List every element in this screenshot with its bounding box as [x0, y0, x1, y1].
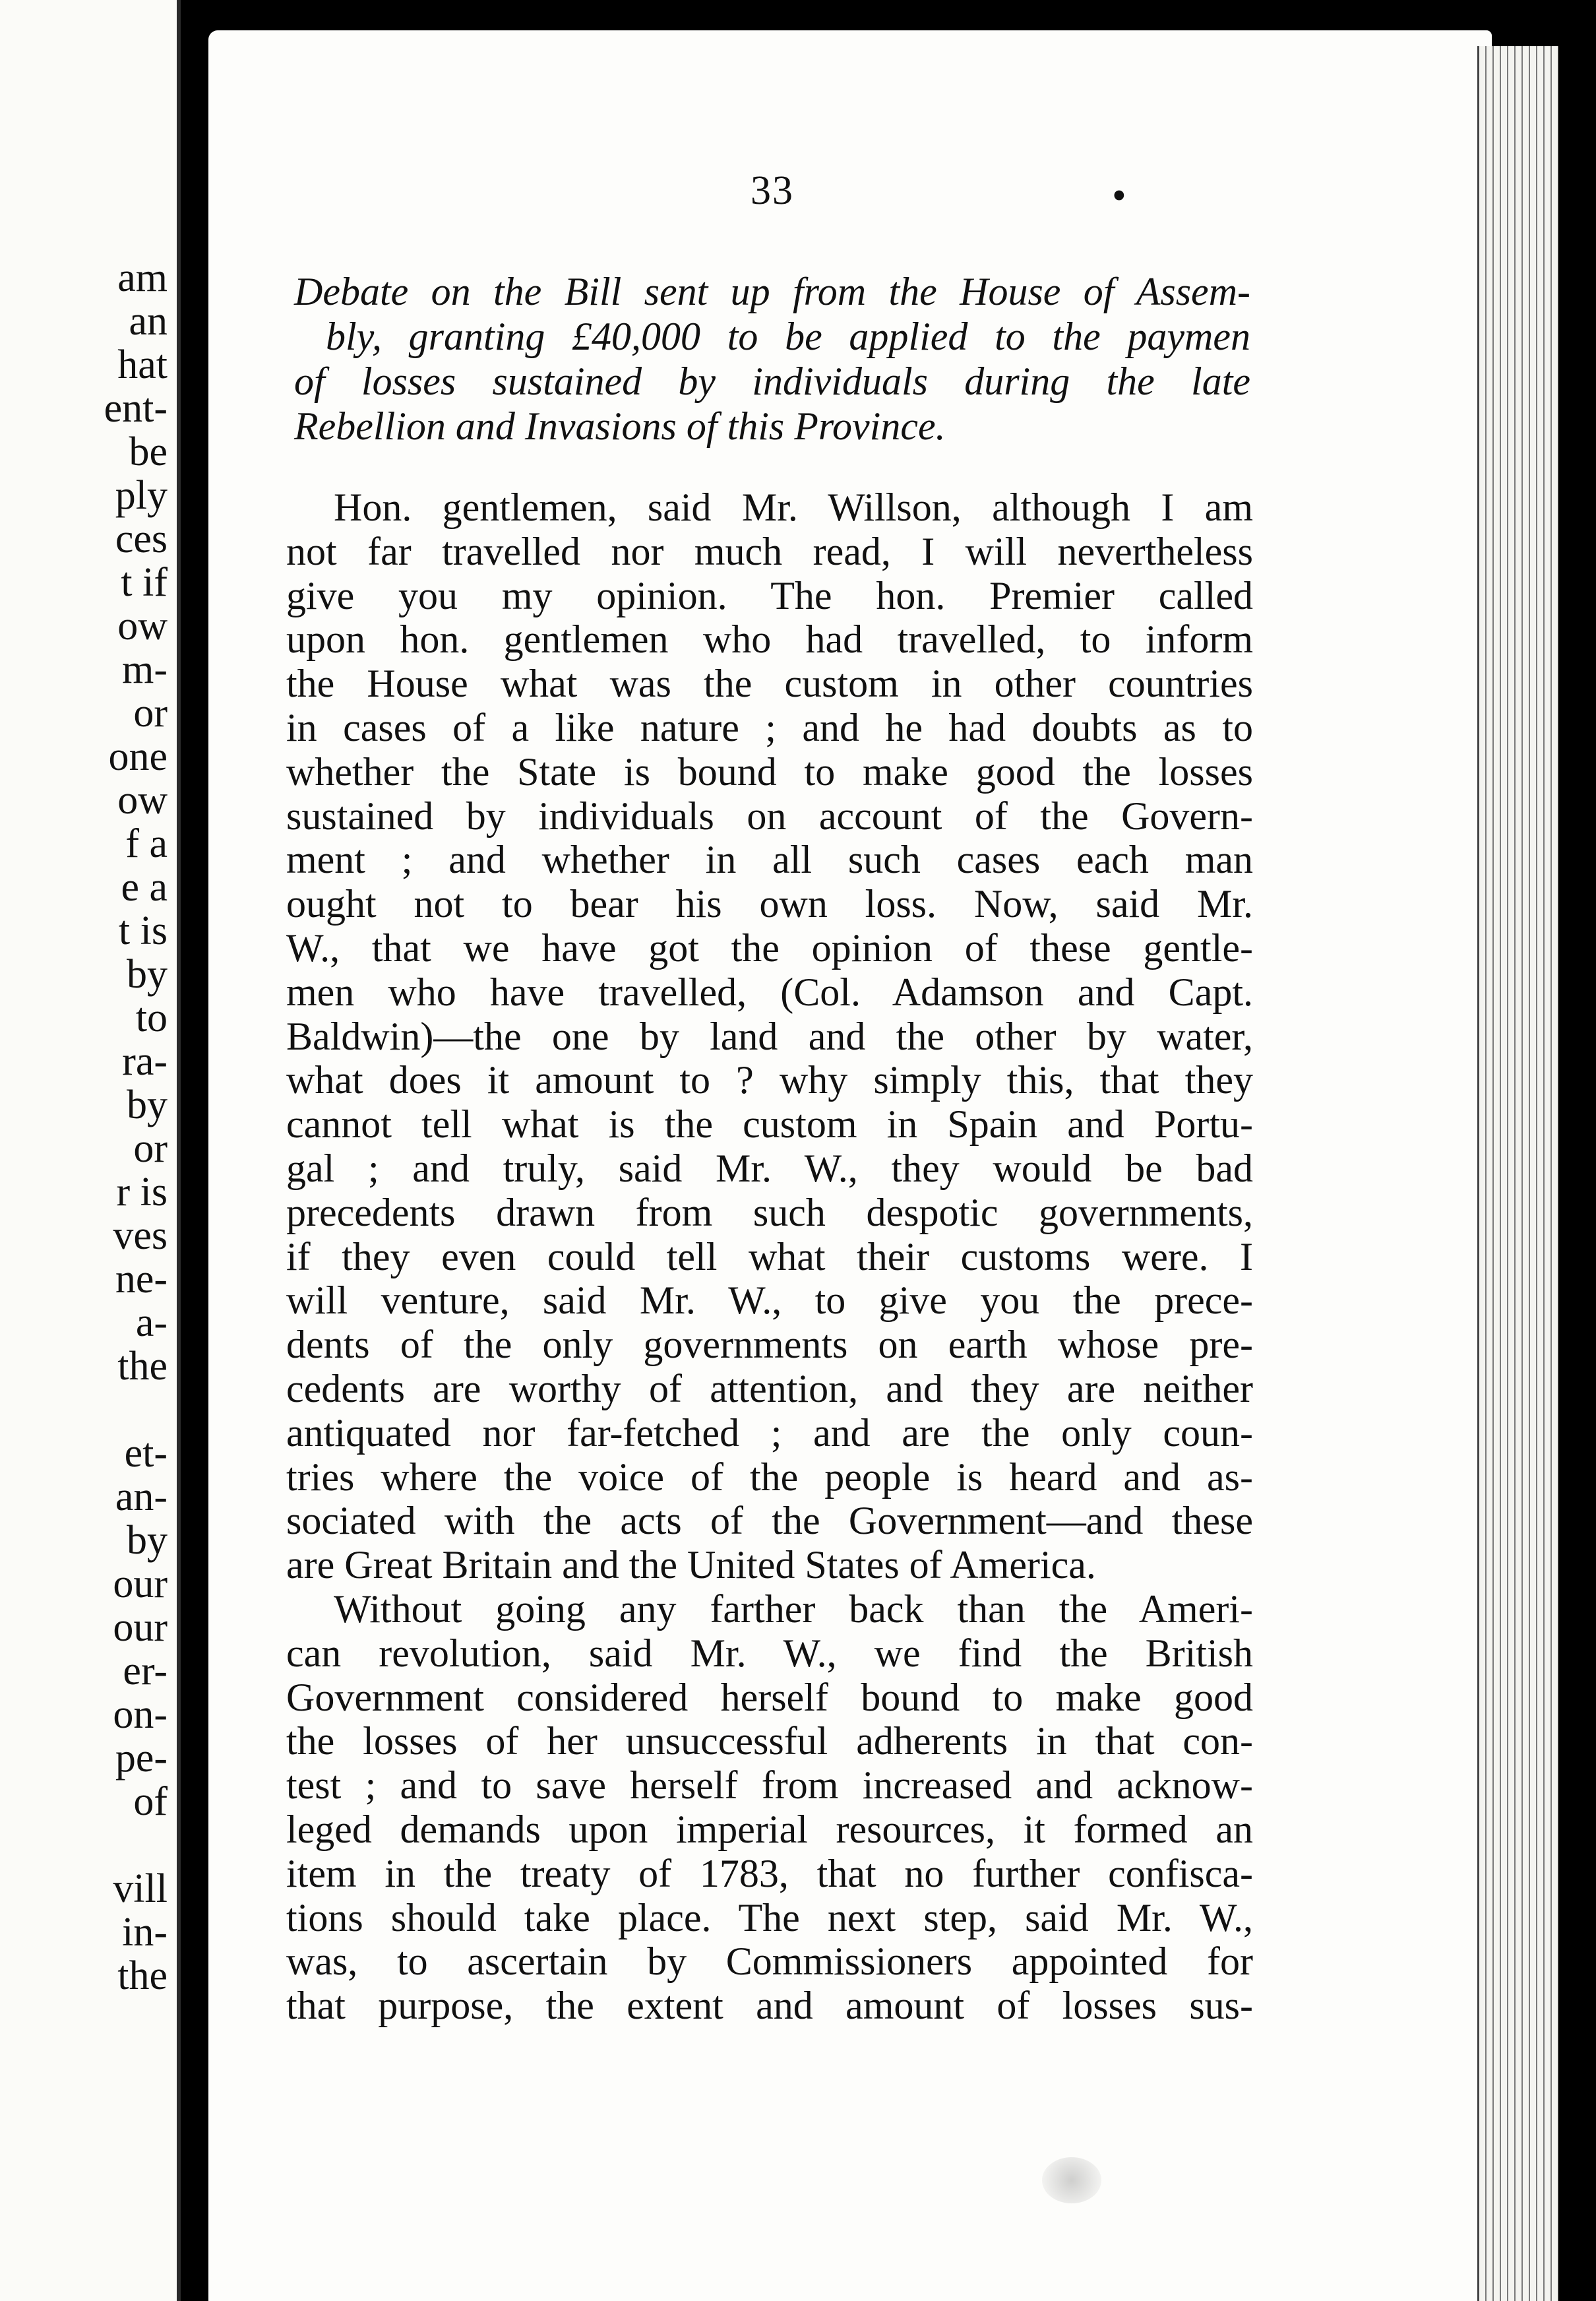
- facing-page-fragment: by: [127, 952, 168, 997]
- facing-page-fragment: or: [133, 691, 168, 736]
- page-mark: •: [1112, 173, 1126, 218]
- text-line: sociated with the acts of the Government—and these: [286, 1499, 1253, 1543]
- text-line: ment ; and whether in all such cases each man: [286, 838, 1253, 882]
- text-line: the losses of her unsuccessful adherents in that con-: [286, 1719, 1253, 1763]
- heading-line: bly, granting £40,000 to be applied to the paymen: [326, 315, 1250, 358]
- facing-page-fragment: by: [127, 1518, 168, 1563]
- text-line: cedents are worthy of attention, and they are neither: [286, 1366, 1253, 1410]
- text-line: antiquated nor far-fetched ; and are the only coun-: [286, 1410, 1253, 1455]
- text-line: that purpose, the extent and amount of losses sus-: [286, 1984, 1253, 2028]
- text-line: test ; and to save herself from increased and acknow-: [286, 1763, 1253, 1808]
- text-line: the House what was the custom in other countries: [286, 662, 1253, 706]
- facing-page-fragment: t if: [121, 560, 168, 605]
- paper-smudge: [1042, 2157, 1101, 2203]
- facing-page-fragment: ra-: [122, 1039, 168, 1084]
- text-line: Without going any farther back than the Ameri-: [334, 1587, 1253, 1631]
- facing-page-fragment: m-: [122, 647, 168, 692]
- text-line: item in the treaty of 1783, that no further confisca-: [286, 1851, 1253, 1895]
- facing-page-fragment: hat: [117, 342, 168, 387]
- text-line: Hon. gentlemen, said Mr. Willson, although I am: [334, 486, 1253, 529]
- text-line: are Great Britain and the United States of America.: [286, 1543, 1096, 1587]
- text-line: Government considered herself bound to make good: [286, 1675, 1253, 1719]
- text-line: ought not to bear his own loss. Now, said Mr.: [286, 882, 1253, 926]
- facing-page-fragment: pe-: [115, 1736, 168, 1781]
- page-edges: [1477, 46, 1558, 2301]
- heading-line: Debate on the Bill sent up from the House of Assem-: [294, 270, 1250, 313]
- facing-page-fragment: vill: [113, 1866, 168, 1911]
- facing-page-fragment: the: [117, 1953, 168, 1998]
- facing-page-fragment: ow: [117, 778, 168, 823]
- facing-page-fragment: t is: [118, 908, 168, 953]
- text-line: gal ; and truly, said Mr. W., they would be bad: [286, 1146, 1253, 1190]
- facing-page-fragment: the: [117, 1344, 168, 1389]
- facing-page-fragment: or: [133, 1126, 168, 1171]
- text-line: men who have travelled, (Col. Adamson and Capt.: [286, 970, 1253, 1014]
- text-line: not far travelled nor much read, I will nevertheless: [286, 529, 1253, 573]
- text-line: what does it amount to ? why simply this, that they: [286, 1058, 1253, 1102]
- facing-page-fragment: a-: [135, 1300, 168, 1345]
- facing-page-fragment: ow: [117, 604, 168, 648]
- page-number: 33: [751, 168, 794, 213]
- facing-page-fragment: ces: [115, 517, 168, 561]
- facing-page-fragment: ne-: [115, 1257, 168, 1302]
- facing-page-fragment: r is: [116, 1170, 168, 1214]
- text-line: will venture, said Mr. W., to give you the prece-: [286, 1278, 1253, 1323]
- text-line: in cases of a like nature ; and he had doubts as to: [286, 705, 1253, 749]
- text-line: can revolution, said Mr. W., we find the British: [286, 1631, 1253, 1675]
- facing-page-fragment: ves: [113, 1213, 168, 1258]
- text-line: tions should take place. The next step, said Mr. W.,: [286, 1895, 1253, 1939]
- facing-page-fragment: e a: [121, 865, 168, 910]
- facing-page-fragment: on-: [113, 1692, 168, 1737]
- facing-page-fragment: in-: [122, 1910, 168, 1955]
- text-line: tries where the voice of the people is heard and as-: [286, 1455, 1253, 1499]
- facing-page-fragment: to: [135, 995, 168, 1040]
- facing-page-fragment: et-: [124, 1431, 168, 1476]
- heading-line: Rebellion and Invasions of this Province.: [294, 404, 946, 448]
- facing-page-fragment: our: [113, 1605, 168, 1650]
- text-line: was, to ascertain by Commissioners appointed for: [286, 1939, 1253, 1984]
- book-gutter: [181, 0, 208, 2301]
- facing-page-fragment: of: [133, 1779, 168, 1824]
- text-line: sustained by individuals on account of the Govern-: [286, 794, 1253, 838]
- facing-page-fragment: our: [113, 1561, 168, 1606]
- text-line: if they even could tell what their customs were. I: [286, 1234, 1253, 1278]
- facing-page-fragment: er-: [123, 1649, 168, 1693]
- body-text: [286, 486, 1253, 2028]
- text-line: W., that we have got the opinion of these gentle-: [286, 926, 1253, 970]
- text-line: Baldwin)—the one by land and the other by water,: [286, 1014, 1253, 1058]
- facing-page-fragment: ply: [115, 473, 168, 518]
- text-line: whether the State is bound to make good the losses: [286, 749, 1253, 794]
- facing-page-fragment: an: [129, 299, 168, 344]
- facing-page-fragment: one: [108, 734, 168, 779]
- facing-page: [0, 0, 181, 2301]
- text-line: give you my opinion. The hon. Premier called: [286, 573, 1253, 617]
- text-line: upon hon. gentlemen who had travelled, to inform: [286, 617, 1253, 662]
- facing-page-fragment: by: [127, 1083, 168, 1127]
- text-line: cannot tell what is the custom in Spain and Portu-: [286, 1102, 1253, 1147]
- facing-page-fragment: ent-: [104, 386, 168, 431]
- text-line: dents of the only governments on earth whose pre-: [286, 1323, 1253, 1367]
- text-line: leged demands upon imperial resources, it formed an: [286, 1807, 1253, 1851]
- facing-page-fragment: f a: [125, 821, 168, 866]
- heading-line: of losses sustained by individuals during the late: [294, 360, 1250, 403]
- facing-page-fragment: am: [117, 255, 168, 300]
- facing-page-fragment: be: [129, 429, 168, 474]
- section-heading: [294, 269, 1250, 449]
- facing-page-fragment: an-: [115, 1474, 168, 1519]
- text-line: precedents drawn from such despotic governments,: [286, 1190, 1253, 1234]
